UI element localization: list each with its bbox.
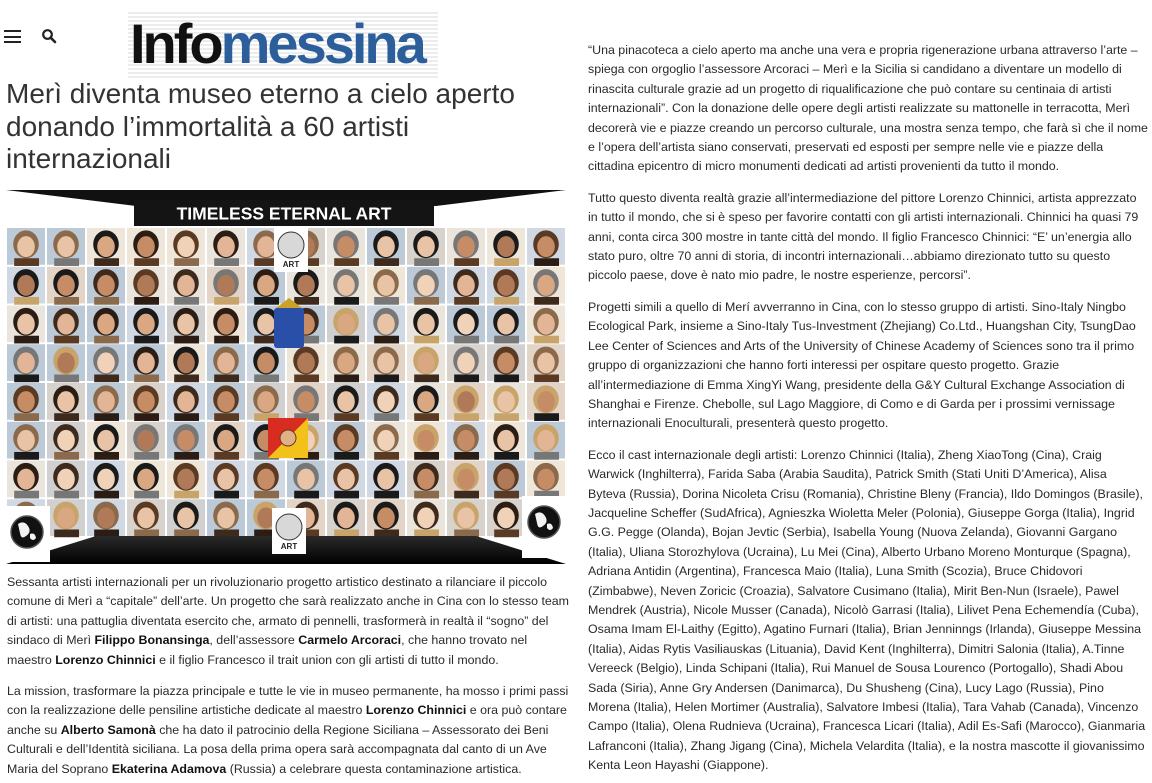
artist-portrait-tile — [487, 499, 525, 537]
artist-portrait-tile — [447, 461, 485, 499]
artist-portrait-tile — [447, 344, 485, 382]
artist-portrait-tile — [127, 383, 165, 421]
artist-portrait-tile — [287, 344, 325, 382]
artist-portrait-tile — [127, 499, 165, 537]
artist-portrait-tile — [367, 306, 405, 344]
artist-portrait-tile — [247, 383, 285, 421]
artist-portrait-tile — [327, 228, 365, 266]
artist-portrait-tile — [367, 383, 405, 421]
art-emblem-icon — [272, 508, 306, 554]
artist-portrait-tile — [367, 267, 405, 305]
logo-text-info: Info — [130, 12, 221, 75]
artist-portrait-tile — [127, 306, 165, 344]
artist-portrait-tile — [47, 422, 85, 460]
artist-portrait-tile — [87, 306, 125, 344]
artist-portrait-tile — [407, 267, 445, 305]
artist-portrait-tile — [167, 499, 205, 537]
article-body-left — [7, 573, 570, 783]
artist-portrait-tile — [167, 422, 205, 460]
artist-portrait-tile — [207, 499, 245, 537]
artist-portrait-tile — [327, 499, 365, 537]
artist-portrait-tile — [447, 422, 485, 460]
artist-portrait-tile — [167, 461, 205, 499]
artist-portrait-tile — [167, 267, 205, 305]
artist-portrait-tile — [407, 461, 445, 499]
artist-portrait-tile — [47, 267, 85, 305]
paragraph: Sessanta artisti internazionali per un rivoluzionario progetto artistico destinato a rilanciare il piccolo comune di Merì a “capitale” dell’arte. Un progetto che sarà realizzato anche in Cina con lo stesso team di artisti: una pattuglia diventata esercito che, armato di pennelli, trasformerà in realtà il “sogno” del sindaco di Merì Filippo Bonansinga, dell’assessore Carmelo Arcoraci, che hanno trovato nel maestro Lorenzo Chinnici e il figlio Francesco il trait union con gli artisti di tutto il mondo. — [7, 575, 569, 667]
artist-portrait-tile — [207, 267, 245, 305]
article-hero-image — [6, 190, 566, 564]
artist-portrait-tile — [47, 461, 85, 499]
artist-portrait-tile — [447, 306, 485, 344]
artist-portrait-tile — [167, 228, 205, 266]
person-name: Alberto Samonà — [60, 722, 156, 737]
artist-portrait-tile — [87, 422, 125, 460]
artist-portrait-tile — [327, 383, 365, 421]
artist-portrait-tile — [207, 422, 245, 460]
paragraph: “Una pinacoteca a cielo aperto ma anche una vera e propria rigenerazione urbana attraverso l’arte – spiega con orgoglio l’assessore Arcoraci – Merì e la Sicilia si candidano a diventare un modello di rinascita culturale grazie ad un progetto di riqualificazione che può contare su centinaia di artisti internazionali”. Con la donazione delle opere degli artisti realizzate su mattonelle in terracotta, Merì decorerà vie e piazze creando un percorso culturale, una mostra senza tempo, che farà sì che il nome e l’opera dell’artista siano conservati, preservati ed esposti per sempre nelle vie e piazze della cittadina epicentro di micro monumenti dedicati ad artisti provenienti da tutto il mondo. — [588, 43, 1148, 174]
artist-portrait-tile — [207, 306, 245, 344]
site-logo[interactable] — [128, 12, 438, 78]
artist-portrait-tile — [287, 267, 325, 305]
artist-portrait-tile — [47, 228, 85, 266]
artist-portrait-tile — [87, 461, 125, 499]
sicily-flag-icon — [268, 418, 308, 458]
svg-text:ART: ART — [280, 542, 298, 551]
paragraph: La mission, trasformare la piazza principale e tutte le vie in museo permanente, ha mosso i primi passi con la realizzazione delle pensiline artistiche dedicate al maestro Lorenzo Chinnici e ora può contare anche su Alberto Samonà che ha dato il patrocinio della Regione Siciliana – Assessorato dei Beni Culturali e dell’Identità siciliana. La posa della prima opera sarà accompagnata dal canto di un Ave Maria del Soprano Ekaterina Adamova (Russia) a celebrare questa contaminazione artistica. — [7, 684, 569, 776]
person-name: Filippo Bonansinga — [94, 633, 210, 648]
svg-text:ART: ART — [282, 260, 300, 269]
artist-portrait-tile — [207, 344, 245, 382]
artist-portrait-tile — [207, 228, 245, 266]
artist-portrait-tile — [487, 267, 525, 305]
paragraph: Progetti simili a quello di Merí avverranno in Cina, con lo stesso gruppo di artisti. Sino-Italy Ningbo Ecological Park, insieme a Sino-Italy Tus-Investment (Zhejiang) Co.Ltd., Huangshan City, TsungDao Lee Center of Sciences and Arts of the University of Chinese Academy of Sciences sono tra il primo gruppo di organizzazioni che hanno forti interessi per ospitare questo progetto. Grazie all’intermediazione di Emma XingYi Wang, presidente della G&Y Cultural Exchange Association di Shanghai e Firenze. Chebolle, sul Lago Maggiore, di Como e di Garda per i prossimi vernissage internazionali Enoculturali, presenterà questo progetto. — [588, 299, 1136, 431]
artist-portrait-tile — [407, 383, 445, 421]
artist-portrait-tile — [7, 422, 45, 460]
artist-portrait-tile — [7, 383, 45, 421]
artist-portrait-tile — [87, 344, 125, 382]
artist-portrait-tile — [487, 344, 525, 382]
artist-portrait-tile — [87, 267, 125, 305]
artist-portrait-tile — [447, 383, 485, 421]
artist-portrait-tile — [207, 461, 245, 499]
artist-portrait-tile — [527, 344, 565, 382]
artist-portrait-tile — [87, 499, 125, 537]
artist-portrait-tile — [247, 267, 285, 305]
artist-portrait-tile — [127, 461, 165, 499]
article-body-right — [588, 41, 1148, 783]
artist-portrait-tile — [7, 344, 45, 382]
artist-portrait-tile — [127, 422, 165, 460]
artist-portrait-tile — [87, 383, 125, 421]
artist-portrait-tile — [47, 383, 85, 421]
artist-portrait-tile — [447, 267, 485, 305]
paragraph: Ecco il cast internazionale degli artisti: Lorenzo Chinnici (Italia), Zheng XiaoTong (Cina), Craig Warwick (Inghilterra), Farida Saba (Arabia Saudita), Patrick Smith (Stati Uniti D’America), Alisa Byteva (Russia), Dorina Nicoleta Crisu (Romania), Christine Bleny (Francia), Ildo Domingos (Brasile), Jacqueline Scheffer (SudAfrica), Agnieszka Wioletta Meler (Polonia), Giuseppe Gorga (Italia), Ingrid G.G. Pegge (Olanda), Bojan Jevtic (Serbia), Isabella Young (Nuova Zelanda), Giovanni Gargano (Italia), Uliana Storozhylova (Ucraina), Lu Mei (Cina), Alberto Urbano Moreno Monturque (Spagna), Adriana Antidin (Argentina), Francesca Maio (Italia), Luna Smith (Scozia), Bruce Chidovori (Zimbabwe), Neven Zoricic (Croazia), Salvatore Cusimano (Italia), Mirit Ben-Nun (Israele), Pawel Mendrek (Austria), Nicole Musser (Canada), Nicolò Garrasi (Italia), Lilivet Pena Echemendía (Cuba), Osama Imam El-Laithy (Egitto), Agatino Furnari (Italia), Brian Jenninngs (Irlanda), Giuseppe Messina (Italia), Aidas Rytis Vasiliauskas (Lituania), David Kent (Inghilterra), Dimitri Salonia (Italia), A.Tinne Vereeck (Belgio), Linda Schipani (Italia), Rui Manuel de Sousa Lourenco (Portogallo), Shadi Abou Sada (Siria), Anne Gry Andersen (Danimarca), Du Shusheng (Cina), Lucy Lago (Russia), Pino Morena (Italia), Helen Mortimer (Australia), Salvatore Imbesi (Italia), Tara Vahab (Canada), Vincenzo Campo (Italia), Olena Rudnieva (Ucraina), Francesca Licari (Italia), Adil Es-Safi (Marocco), Gianmaria Lafranconi (Italia), Zhang Jigang (Cina), Michela Velardita (Italia), e la nostra mascotte il giovanissimo Kenta Leon Hayashi (Giappone). — [588, 447, 1146, 773]
artist-portrait-tile — [487, 228, 525, 266]
person-name: Ekaterina Adamova — [111, 761, 227, 776]
globe-icon — [6, 506, 50, 562]
artist-portrait-tile — [407, 306, 445, 344]
person-name: Lorenzo Chinnici — [55, 652, 156, 667]
artist-portrait-tile — [487, 422, 525, 460]
person-name: Lorenzo Chinnici — [365, 703, 467, 718]
artist-portrait-tile — [447, 499, 485, 537]
artist-portrait-tile — [527, 422, 565, 460]
artist-portrait-tile — [47, 306, 85, 344]
globe-icon — [522, 496, 566, 558]
artist-portrait-tile — [527, 267, 565, 305]
artist-portrait-tile — [207, 383, 245, 421]
artist-portrait-tile — [407, 499, 445, 537]
artist-portrait-tile — [367, 499, 405, 537]
search-icon[interactable] — [41, 28, 57, 44]
artist-portrait-tile — [327, 461, 365, 499]
artist-portrait-tile — [127, 228, 165, 266]
artist-portrait-tile — [407, 422, 445, 460]
artist-portrait-tile — [527, 228, 565, 266]
artist-portrait-tile — [127, 344, 165, 382]
artist-portrait-tile — [327, 306, 365, 344]
artist-portrait-tile — [487, 383, 525, 421]
artist-portrait-tile — [287, 461, 325, 499]
artist-portrait-tile — [247, 461, 285, 499]
artist-portrait-tile — [7, 267, 45, 305]
artist-portrait-tile — [327, 422, 365, 460]
artist-portrait-tile — [407, 344, 445, 382]
artist-portrait-tile — [287, 383, 325, 421]
logo-text-messina: messina — [220, 12, 424, 75]
artist-portrait-tile — [167, 344, 205, 382]
artist-portrait-tile — [47, 344, 85, 382]
artist-portrait-tile — [87, 228, 125, 266]
site-header — [0, 0, 560, 80]
artist-portrait-tile — [7, 228, 45, 266]
artist-portrait-tile — [327, 344, 365, 382]
hero-banner-text: TIMELESS ETERNAL ART — [176, 203, 392, 224]
artist-portrait-tile — [487, 461, 525, 499]
artist-portrait-tile — [487, 306, 525, 344]
artist-portrait-tile — [367, 422, 405, 460]
artist-portrait-tile — [247, 344, 285, 382]
artist-portrait-tile — [367, 228, 405, 266]
artist-portrait-tile — [527, 306, 565, 344]
hamburger-menu-icon[interactable] — [4, 30, 21, 43]
artist-portrait-tile — [167, 306, 205, 344]
artist-portrait-tile — [367, 344, 405, 382]
person-name: Carmelo Arcoraci — [298, 633, 402, 648]
artist-portrait-tile — [527, 461, 565, 499]
artist-portrait-tile — [167, 383, 205, 421]
art-emblem-icon — [274, 226, 308, 272]
artist-portrait-tile — [447, 228, 485, 266]
paragraph: Tutto questo diventa realtà grazie all’intermediazione del pittore Lorenzo Chinnici, artista apprezzato in tutto il mondo, che si è speso per favorire contatti con gli artisti internazionali. Chinnici ha quasi 79 anni, conta circa 300 mostre in tante città del mondo. Il figlio Francesco Chinnici: “E’ un’energia allo stato puro, oltre 70 anni di storia, di incontri internazionali…abbiamo direzionato tutto su questo piccolo paese, dove è nato mio padre, le nostre esperienze, percorsi”. — [588, 190, 1139, 283]
artist-portrait-tile — [7, 306, 45, 344]
artist-portrait-tile — [127, 267, 165, 305]
artist-portrait-tile — [367, 461, 405, 499]
artist-portrait-tile — [527, 383, 565, 421]
artist-portrait-tile — [47, 499, 85, 537]
artist-portrait-tile — [327, 267, 365, 305]
artist-portrait-tile — [7, 461, 45, 499]
artist-portrait-tile — [407, 228, 445, 266]
article-title: Merì diventa museo eterno a cielo aperto donando l’immortalità a 60 artisti internazionali — [6, 78, 515, 174]
